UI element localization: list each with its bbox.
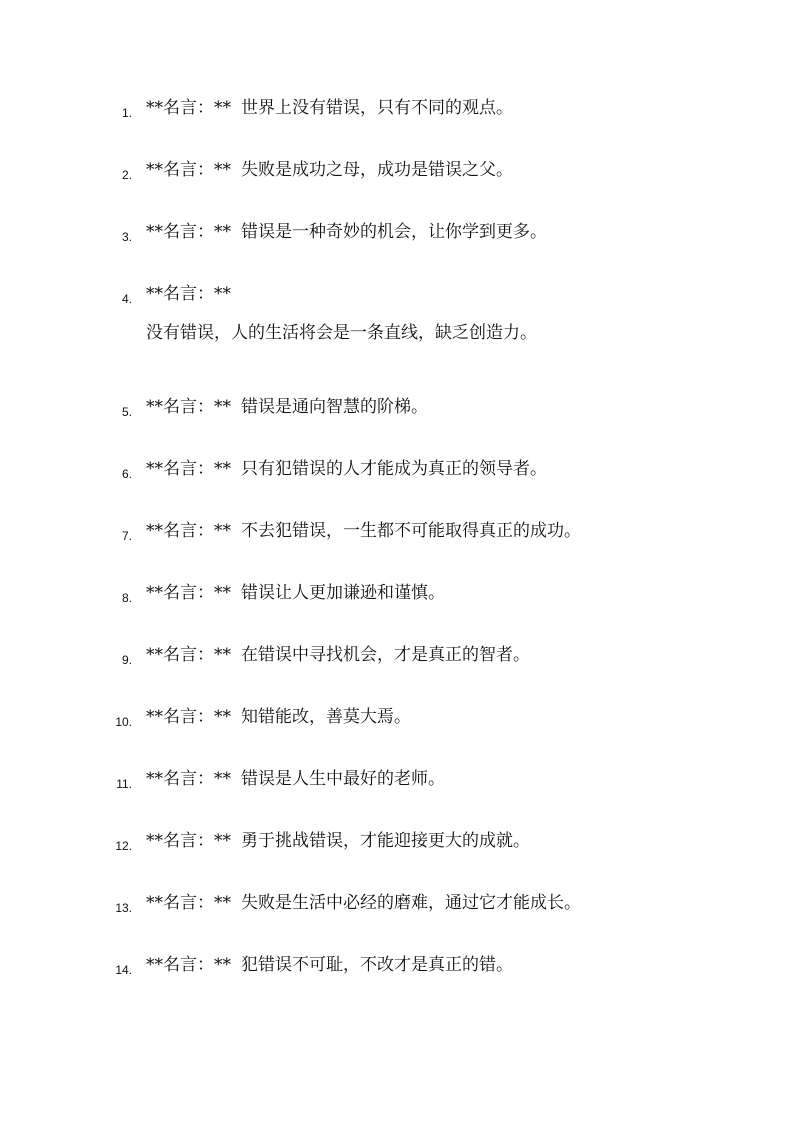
list-item [0, 454, 800, 516]
item-number: 3. [121, 230, 132, 244]
item-number: 4. [121, 292, 132, 306]
list-item [0, 950, 800, 1012]
list-item [0, 217, 800, 279]
item-line [146, 950, 513, 980]
item-number: 5. [121, 405, 132, 419]
item-number: 8. [121, 591, 132, 605]
item-label: **名言：** [146, 769, 231, 789]
item-text: 失败是生活中必经的磨难，通过它才能成长。 [241, 893, 581, 913]
item-line [146, 516, 581, 546]
item-line [146, 888, 581, 918]
item-line [146, 93, 513, 123]
item-line [146, 702, 411, 732]
list-item [0, 888, 800, 950]
item-text: 错误是人生中最好的老师。 [241, 769, 445, 789]
item-label: **名言：** [146, 222, 231, 242]
list-item [0, 826, 800, 888]
item-label: **名言：** [146, 831, 231, 851]
list-item [0, 764, 800, 826]
list-item [0, 93, 800, 155]
item-label: **名言：** [146, 893, 231, 913]
item-line [146, 764, 445, 794]
item-text: 错误是通向智慧的阶梯。 [241, 397, 428, 417]
item-label: **名言：** [146, 98, 231, 118]
item-label: **名言：** [146, 955, 231, 975]
item-number: 14. [115, 963, 132, 977]
list-item [0, 640, 800, 702]
item-number: 13. [115, 901, 132, 915]
item-text: 只有犯错误的人才能成为真正的领导者。 [241, 459, 547, 479]
item-line [146, 578, 445, 608]
quote-list [0, 93, 800, 1012]
item-line [146, 155, 513, 185]
item-label: **名言：** [146, 707, 231, 727]
item-number: 1. [121, 106, 132, 120]
item-continuation: 没有错误，人的生活将会是一条直线，缺乏创造力。 [146, 323, 537, 343]
list-item [0, 392, 800, 454]
item-label: **名言：** [146, 645, 231, 665]
item-number: 10. [115, 715, 132, 729]
item-number: 11. [116, 777, 132, 791]
item-text: 勇于挑战错误，才能迎接更大的成就。 [241, 831, 530, 851]
item-text: 在错误中寻找机会，才是真正的智者。 [241, 645, 530, 665]
item-line [146, 454, 547, 484]
item-text: 错误是一种奇妙的机会，让你学到更多。 [241, 222, 547, 242]
list-item [0, 279, 800, 392]
item-text: 不去犯错误，一生都不可能取得真正的成功。 [241, 521, 581, 541]
item-text: 犯错误不可耻，不改才是真正的错。 [241, 955, 513, 975]
item-number: 6. [121, 467, 132, 481]
list-item [0, 155, 800, 217]
item-label: **名言：** [146, 459, 231, 479]
item-label: **名言：** [146, 160, 231, 180]
item-number: 2. [121, 168, 132, 182]
item-line [146, 279, 241, 309]
item-text: 世界上没有错误，只有不同的观点。 [241, 98, 513, 118]
item-line [146, 826, 530, 856]
item-label: **名言：** [146, 397, 231, 417]
list-item [0, 516, 800, 578]
item-label: **名言：** [146, 284, 231, 304]
item-line [146, 392, 428, 422]
item-label: **名言：** [146, 521, 231, 541]
item-line [146, 640, 530, 670]
item-number: 9. [121, 653, 132, 667]
item-text: 失败是成功之母，成功是错误之父。 [241, 160, 513, 180]
item-line [146, 217, 547, 247]
list-item [0, 578, 800, 640]
item-text: 知错能改，善莫大焉。 [241, 707, 411, 727]
list-item [0, 702, 800, 764]
item-label: **名言：** [146, 583, 231, 603]
item-number: 7. [121, 529, 132, 543]
item-number: 12. [115, 839, 132, 853]
item-text: 错误让人更加谦逊和谨慎。 [241, 583, 445, 603]
